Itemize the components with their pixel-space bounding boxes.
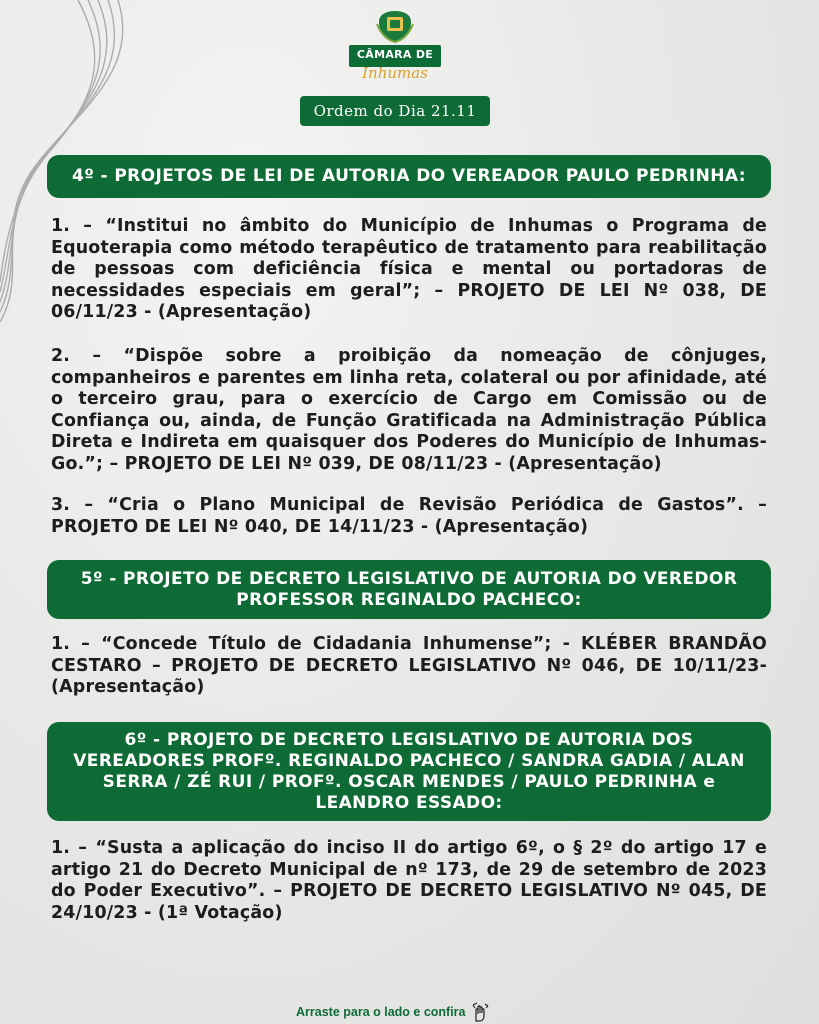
section-4-title: 4º - PROJETOS DE LEI DE AUTORIA DO VEREADOR PAULO PEDRINHA: (72, 166, 746, 186)
section-6-item-1: 1. – “Susta a aplicação do inciso II do artigo 6º, o § 2º do artigo 17 e artigo 21 do Decreto Municipal de nº 173, de 29 de setembro de 2023 do Poder Executivo”. – PROJETO DE DECRETO LEGISLATIVO Nº 045, DE 24/10/23 - (1ª Votação) (51, 838, 767, 923)
camara-logo (349, 8, 441, 84)
section-6-banner (47, 722, 771, 821)
section-4-item-3: 3. – “Cria o Plano Municipal de Revisão Periódica de Gastos”. – PROJETO DE LEI Nº 040, DE 14/11/23 - (Apresentação) (51, 495, 767, 537)
swipe-hint-text: Arraste para o lado e confira (296, 1005, 466, 1019)
swipe-hand-icon (469, 1001, 491, 1023)
section-5-item-1: 1. – “Concede Título de Cidadania Inhumense”; - KLÉBER BRANDÃO CESTARO – PROJETO DE DECRETO LEGISLATIVO Nº 046, DE 10/11/23-(Apresentação) (51, 634, 767, 698)
coat-of-arms-icon (375, 8, 415, 44)
section-5-banner (47, 560, 771, 619)
logo-name: CÂMARA DE (356, 48, 434, 61)
swipe-hint (296, 1000, 526, 1024)
section-4-banner (47, 155, 771, 198)
section-5-title: 5º - PROJETO DE DECRETO LEGISLATIVO DE AUTORIA DO VEREDOR PROFESSOR REGINALDO PACHECO: (80, 568, 738, 610)
section-4-item-2: 2. – “Dispõe sobre a proibição da nomeação de cônjuges, companheiros e parentes em linha reta, colateral ou por afinidade, até o terceiro grau, para o exercício de Cargo em Comissão ou de Confiança ou, ainda, de Função Gratificada na Administração Pública Direta e Indireta em quaisquer dos Poderes do Município de Inhumas-Go.”; – PROJETO DE LEI Nº 039, DE 08/11/23 - (Apresentação) (51, 346, 767, 474)
section-4-item-1: 1. – “Institui no âmbito do Município de Inhumas o Programa de Equoterapia como método terapêutico de tratamento para reabilitação de pessoas com deficiência física e mental ou portadoras de necessidades especiais em geral”; – PROJETO DE LEI Nº 038, DE 06/11/23 - (Apresentação) (51, 216, 767, 323)
section-6-title: 6º - PROJETO DE DECRETO LEGISLATIVO DE AUTORIA DOS VEREADORES PROFº. REGINALDO PACHECO / SANDRA GADIA / ALAN SERRA / ZÉ RUI / PROFº. OSCAR MENDES / PAULO PEDRINHA e LEANDRO ESSADO: (73, 729, 745, 813)
order-of-day-label: Ordem do Dia 21.11 (300, 96, 490, 126)
logo-script: Inhumas (362, 64, 428, 82)
